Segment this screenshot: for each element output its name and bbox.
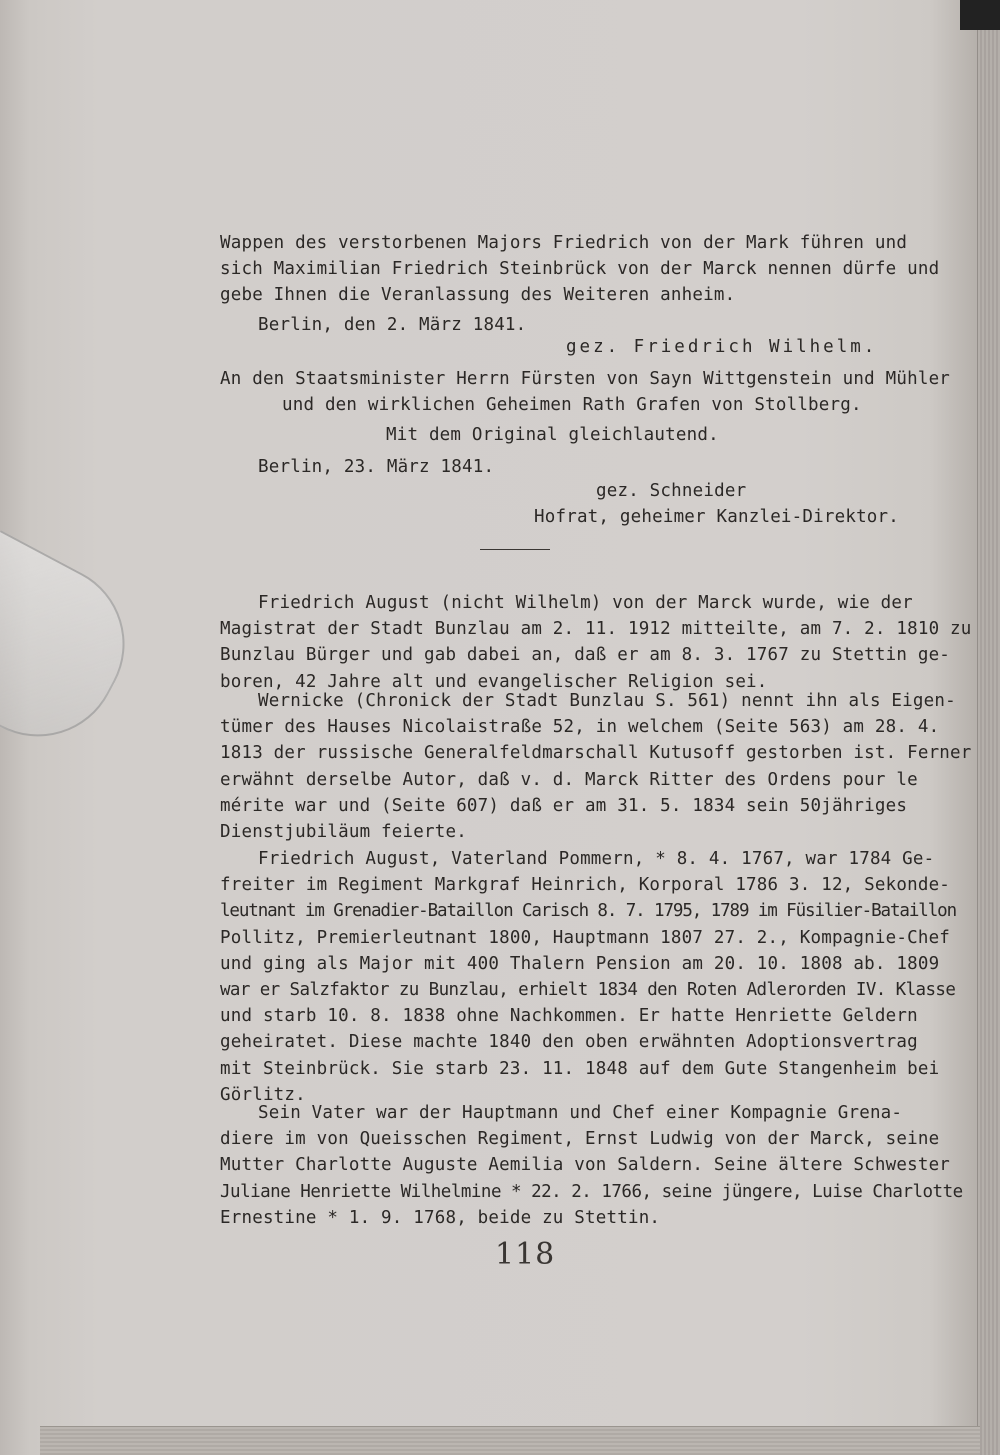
text-line: und ging als Major mit 400 Thalern Pension am 20. 10. 1808 ab. 1809: [220, 953, 940, 974]
certification-date: Berlin, 23. März 1841.: [258, 457, 495, 477]
page-number: 118: [495, 1237, 556, 1272]
text-line: Wappen des verstorbenen Majors Friedrich von der Mark führen und: [220, 233, 908, 253]
text-line: Juliane Henriette Wilhelmine * 22. 2. 1766, seine jüngere, Luise Charlotte: [220, 1181, 963, 1202]
text-line: tümer des Hauses Nicolaistraße 52, in welchem (Seite 563) am 28. 4.: [220, 717, 940, 738]
paragraph: [220, 590, 972, 695]
address-line: An den Staatsminister Herrn Fürsten von Sayn Wittgenstein und Mühler: [220, 369, 951, 389]
text-line: Sein Vater war der Hauptmann und Chef einer Kompagnie Grena-: [258, 1103, 903, 1123]
address-line: und den wirklichen Geheimen Rath Grafen von Stollberg.: [282, 395, 862, 415]
text-line: Dienstjubiläum feierte.: [220, 821, 467, 842]
text-line: Friedrich August, Vaterland Pommern, * 8. 4. 1767, war 1784 Ge-: [258, 849, 935, 869]
paragraph: [220, 1100, 963, 1231]
text-line: 1813 der russische Generalfeldmarschall Kutusoff gestorben ist. Ferner: [220, 743, 972, 764]
text-line: war er Salzfaktor zu Bunzlau, erhielt 1834 den Roten Adlerorden IV. Klasse: [220, 979, 956, 1000]
text-line: boren, 42 Jahre alt und evangelischer Religion sei.: [220, 671, 768, 692]
certification-title: Hofrat, geheimer Kanzlei-Direktor.: [534, 507, 900, 527]
text-line: freiter im Regiment Markgraf Heinrich, Korporal 1786 3. 12, Sekonde-: [220, 875, 951, 896]
certification-note: Mit dem Original gleichlautend.: [386, 425, 719, 445]
section-divider: [480, 549, 550, 550]
text-line: Magistrat der Stadt Bunzlau am 2. 11. 1912 mitteilte, am 7. 2. 1810 zu: [220, 619, 972, 640]
text-line: Mutter Charlotte Auguste Aemilia von Saldern. Seine ältere Schwester: [220, 1155, 951, 1176]
paragraph: [220, 846, 956, 1108]
text-line: Bunzlau Bürger und gab dabei an, daß er am 8. 3. 1767 zu Stettin ge-: [220, 645, 951, 666]
text-line: leutnant im Grenadier-Bataillon Carisch 8. 7. 1795, 1789 im Füsilier-Bataillon: [220, 901, 956, 922]
certification-signature: gez. Schneider: [596, 481, 747, 501]
text-line: Friedrich August (nicht Wilhelm) von der Marck wurde, wie der: [258, 593, 913, 613]
text-line: mit Steinbrück. Sie starb 23. 11. 1848 auf dem Gute Stangenheim bei: [220, 1058, 940, 1079]
letter-date: Berlin, den 2. März 1841.: [258, 315, 527, 335]
plastic-page-clip: [0, 530, 153, 764]
letter-signature: gez. Friedrich Wilhelm.: [566, 337, 878, 357]
text-line: erwähnt derselbe Autor, daß v. d. Marck Ritter des Ordens pour le: [220, 769, 918, 790]
text-line: Pollitz, Premierleutnant 1800, Hauptmann 1807 27. 2., Kompagnie-Chef: [220, 927, 951, 948]
text-line: sich Maximilian Friedrich Steinbrück von der Marck nennen dürfe und: [220, 259, 940, 280]
text-line: diere im von Queisschen Regiment, Ernst Ludwig von der Marck, seine: [220, 1129, 940, 1150]
page-stack-edge-right: [977, 30, 1000, 1455]
page-stack-edge-bottom: [40, 1426, 980, 1455]
text-line: geheiratet. Diese machte 1840 den oben erwähnten Adoptionsvertrag: [220, 1032, 918, 1053]
paragraph: [220, 688, 972, 845]
background-corner: [960, 0, 1000, 30]
text-line: mérite war und (Seite 607) daß er am 31. 5. 1834 sein 50jähriges: [220, 795, 908, 816]
letter-closing: [220, 230, 940, 309]
text-line: Görlitz.: [220, 1084, 306, 1105]
text-line: und starb 10. 8. 1838 ohne Nachkommen. Er hatte Henriette Geldern: [220, 1006, 918, 1027]
text-line: Ernestine * 1. 9. 1768, beide zu Stettin.: [220, 1207, 661, 1228]
text-line: gebe Ihnen die Veranlassung des Weiteren anheim.: [220, 285, 736, 306]
text-line: Wernicke (Chronick der Stadt Bunzlau S. 561) nennt ihn als Eigen-: [258, 691, 956, 711]
